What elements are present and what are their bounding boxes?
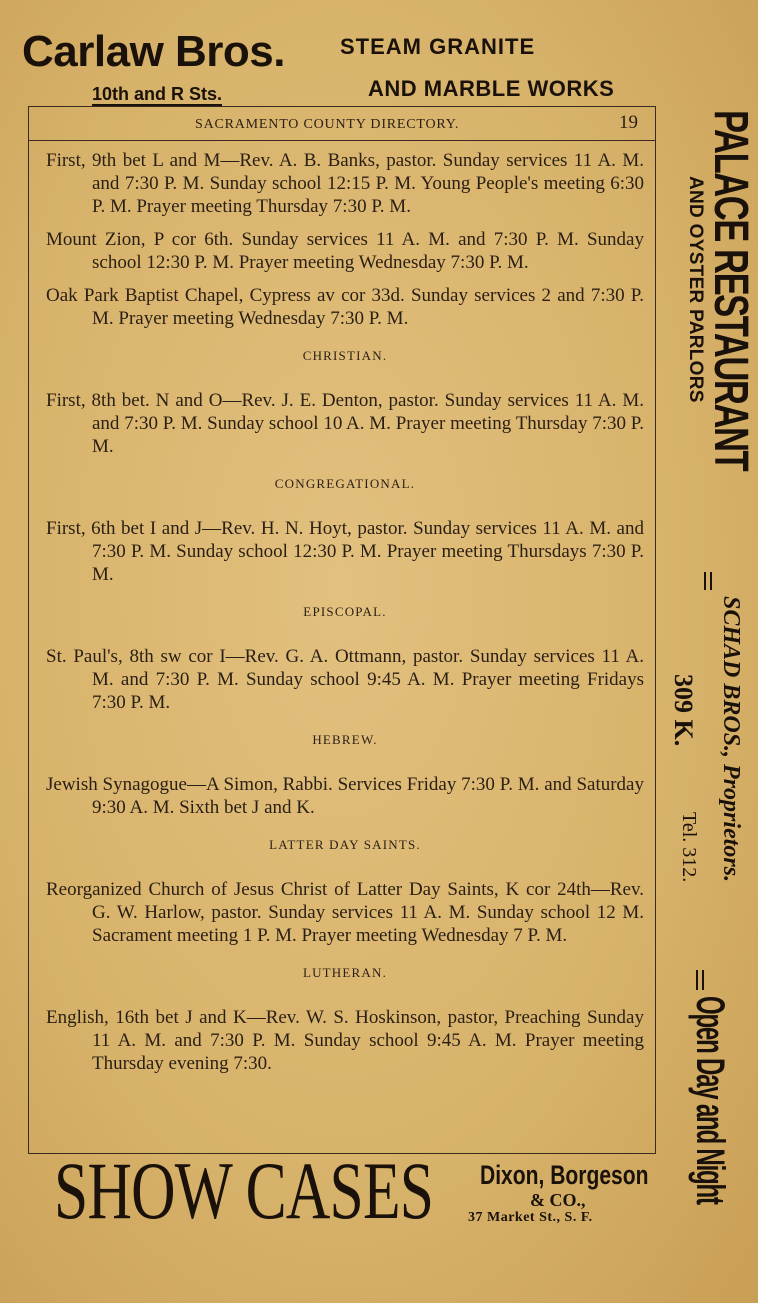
right-side-ad xyxy=(656,106,758,1204)
directory-content xyxy=(46,149,644,1075)
section-heading: CHRISTIAN. xyxy=(302,348,388,363)
right-ad-telephone: Tel. 312. xyxy=(678,812,700,883)
directory-entry: First, 6th bet I and J—Rev. H. N. Hoyt, pastor. Sunday services 11 A. M. and 7:30 P. M. Sunday school 12:30 P. M. Prayer meeting Thursdays 7:30 P. M. xyxy=(46,518,644,585)
section-heading: EPISCOPAL. xyxy=(303,604,387,619)
top-ad-address: 10th and R Sts. xyxy=(92,84,223,104)
page-header-title: SACRAMENTO COUNTY DIRECTORY. xyxy=(195,117,460,132)
header-divider xyxy=(28,140,656,141)
ad-divider xyxy=(710,572,712,590)
section-heading: HEBREW. xyxy=(312,732,378,747)
right-ad-name: PALACE RESTAURANT xyxy=(704,110,757,471)
section-heading: CONGREGATIONAL. xyxy=(274,476,416,491)
top-ad-line1: STEAM GRANITE xyxy=(340,34,536,59)
directory-entry: First, 8th bet. N and O—Rev. J. E. Denton, pastor. Sunday services 11 A. M. and 7:30 P. M. Sunday school 10 A. M. Prayer meeting Thursday 7:30 P. M. xyxy=(46,390,644,457)
right-ad-address: 309 K. xyxy=(669,674,698,747)
right-ad-proprietors: SCHAD BROS., Proprietors. xyxy=(718,596,744,883)
directory-entry: St. Paul's, 8th sw cor I—Rev. G. A. Ottmann, pastor. Sunday services 11 A. M. and 7:30 P. M. Sunday school 9:45 A. M. Prayer meeting Fridays 7:30 P. M. xyxy=(46,646,644,713)
top-ad-line2: AND MARBLE WORKS xyxy=(368,76,615,101)
page-number: 19 xyxy=(619,112,638,133)
ad-divider xyxy=(702,970,704,990)
bottom-ad-main: SHOW CASES xyxy=(54,1145,434,1236)
ad-divider xyxy=(696,970,698,990)
bottom-ad-co: & CO., xyxy=(530,1190,586,1210)
right-ad-subtitle: AND OYSTER PARLORS xyxy=(685,176,706,403)
section-heading: LATTER DAY SAINTS. xyxy=(269,837,421,852)
directory-entry: First, 9th bet L and M—Rev. A. B. Banks, pastor. Sunday services 11 A. M. and 7:30 P. M. Sunday school 12:15 P. M. Young People's meeting 6:30 P. M. Prayer meeting Thursday 7:30 P. M. xyxy=(46,150,644,217)
directory-entry: Reorganized Church of Jesus Christ of Latter Day Saints, K cor 24th—Rev. G. W. Harlow, pastor. Sunday services 11 A. M. Sunday school 12 M. Sacrament meeting 1 P. M. Prayer meeting Wednesday 7 P. M. xyxy=(46,879,644,946)
section-heading: LUTHERAN. xyxy=(302,965,388,980)
right-ad-hours: Open Day and Night xyxy=(688,996,732,1204)
ad-divider xyxy=(704,572,706,590)
bottom-ad-address: 37 Market St., S. F. xyxy=(468,1210,593,1225)
bottom-ad-firm: Dixon, Borgeson xyxy=(480,1160,649,1190)
directory-entry: Mount Zion, P cor 6th. Sunday services 11 A. M. and 7:30 P. M. Sunday school 12:30 P. M. Prayer meeting Wednesday 7:30 P. M. xyxy=(46,229,644,273)
directory-entry: English, 16th bet J and K—Rev. W. S. Hoskinson, pastor, Preaching Sunday 11 A. M. and 7:30 P. M. Sunday school 9:45 A. M. Prayer meeting Thursday evening 7:30. xyxy=(46,1007,644,1074)
top-ad-name: Carlaw Bros. xyxy=(22,27,285,76)
directory-entry: Oak Park Baptist Chapel, Cypress av cor 33d. Sunday services 2 and 7:30 P. M. Prayer meeting Wednesday 7:30 P. M. xyxy=(46,285,644,329)
directory-entry: Jewish Synagogue—A Simon, Rabbi. Services Friday 7:30 P. M. and Saturday 9:30 A. M. Sixth bet J and K. xyxy=(46,774,644,818)
